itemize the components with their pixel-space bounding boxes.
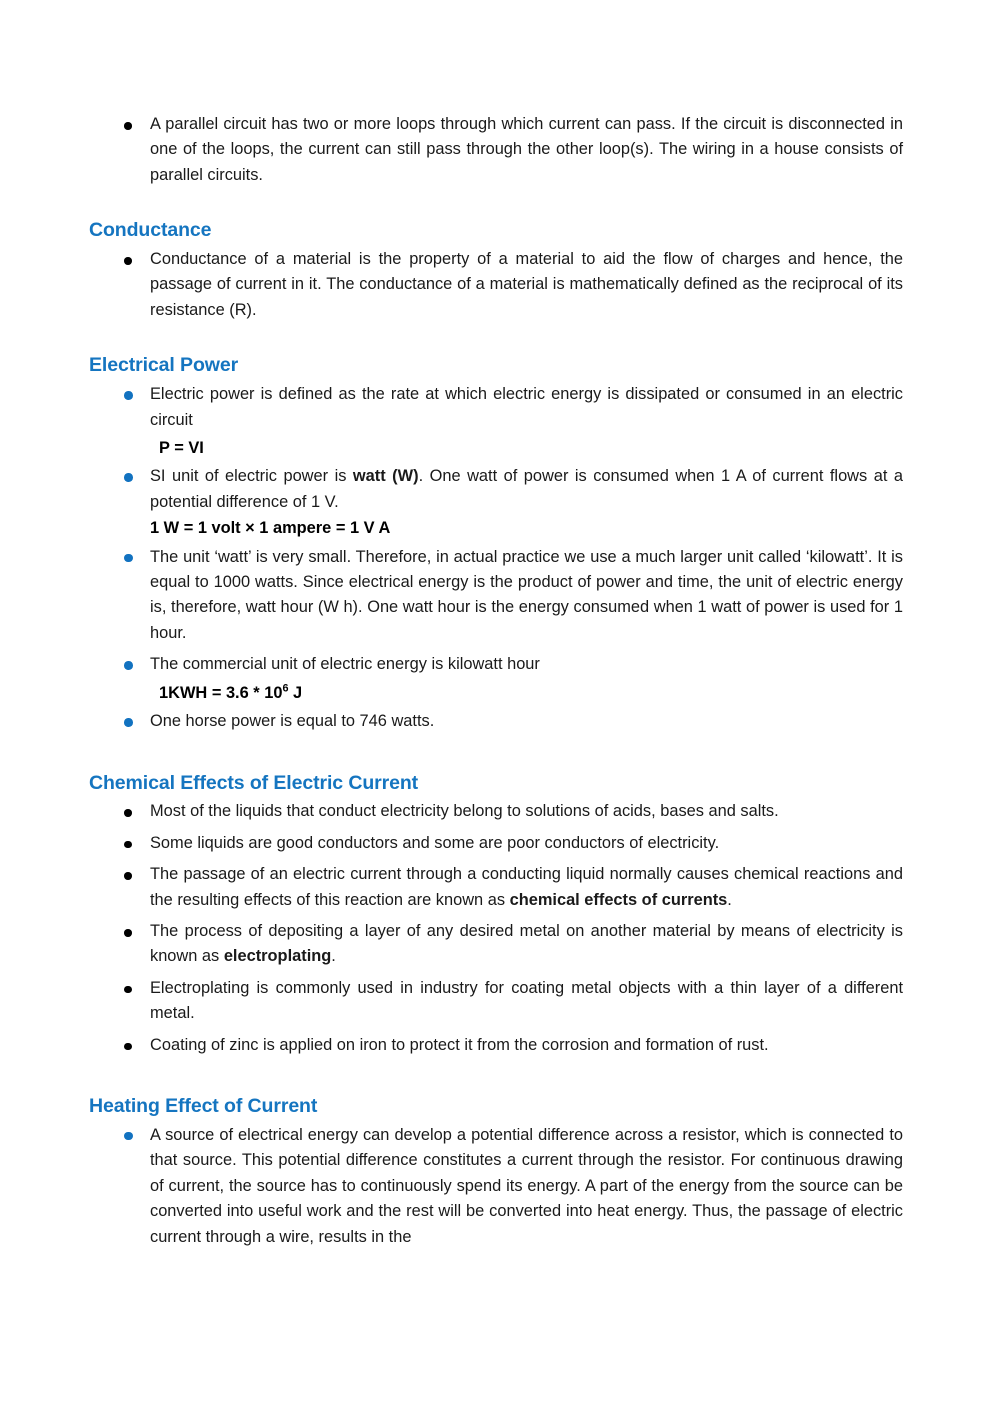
bullet-text-after: . [331, 947, 336, 966]
bold-term-chemical-effects: chemical effects of currents [509, 890, 728, 909]
list-item: The unit ‘watt’ is very small. Therefore, in actual practice we use a much larger unit called ‘kilowatt’. It is equal to 1000 watts. Since electrical energy is the product of power and time, the unit of electric energy is, therefore, watt hour (W h). One watt hour is the energy consumed when 1 watt of power is used for 1 hour. [89, 545, 903, 647]
heating-effect-bullet-list [89, 1123, 903, 1250]
bullet-text-after: . One watt of power is consumed when 1 A of current flows at a potential difference of 1 V. [150, 467, 903, 511]
electrical-power-bullet-list-part3 [89, 545, 903, 678]
bullet-text-before: The process of depositing a layer of any desired metal on another material by means of electricity is known as [150, 922, 903, 966]
formula-kwh-exponent: 6 [282, 682, 289, 695]
bullet-text-before: The passage of an electric current through a conducting liquid normally causes chemical reactions and the resulting effects of this reaction are known as [150, 865, 903, 909]
electrical-power-bullet-list-part4 [89, 709, 903, 734]
chemical-effects-bullet-list [89, 799, 903, 1058]
formula-kwh-suffix: J [288, 683, 303, 702]
formula-kwh [89, 681, 903, 706]
list-item: A parallel circuit has two or more loops through which current can pass. If the circuit is disconnected in one of the loops, the current can still pass through the other loop(s). The wiring in a house consists of parallel circuits. [89, 112, 903, 188]
list-item: Electric power is defined as the rate at which electric energy is dissipated or consumed in an electric circuit [89, 382, 903, 433]
bullet-text-before: SI unit of electric power is [150, 467, 353, 486]
bullet-text-after: . [727, 890, 732, 909]
section-heading-chemical-effects: Chemical Effects of Electric Current [89, 771, 419, 794]
list-item: Conductance of a material is the property of a material to aid the flow of charges and hence, the passage of current in it. The conductance of a material is mathematically defined as the reciprocal of its resistance (R). [89, 247, 903, 323]
list-item: Coating of zinc is applied on iron to protect it from the corrosion and formation of rust. [89, 1033, 903, 1058]
list-item [89, 464, 903, 515]
conductance-bullet-list [89, 247, 903, 323]
electrical-power-bullet-list-part2 [89, 464, 903, 515]
bold-term-watt: watt (W) [352, 467, 419, 486]
section-heading-heating-effect: Heating Effect of Current [89, 1095, 318, 1118]
electrical-power-bullet-list-part1 [89, 382, 903, 433]
document-content [89, 112, 903, 1250]
intro-bullet-list [89, 112, 903, 188]
formula-watt: 1 W = 1 volt × 1 ampere = 1 V A [150, 519, 391, 538]
list-item: Most of the liquids that conduct electricity belong to solutions of acids, bases and salts. [89, 799, 903, 824]
formula-power: P = VI [159, 438, 204, 457]
section-heading-electrical-power: Electrical Power [89, 354, 239, 377]
list-item: Electroplating is commonly used in industry for coating metal objects with a thin layer of a different metal. [89, 976, 903, 1027]
list-item: The commercial unit of electric energy is kilowatt hour [89, 652, 903, 677]
list-item: One horse power is equal to 746 watts. [89, 709, 903, 734]
list-item [89, 862, 903, 913]
section-heading-conductance: Conductance [89, 219, 212, 242]
formula-kwh-prefix: 1KWH = 3.6 * 10 [159, 683, 283, 702]
list-item: Some liquids are good conductors and some are poor conductors of electricity. [89, 831, 903, 856]
list-item [89, 919, 903, 970]
bold-term-electroplating: electroplating [223, 947, 332, 966]
list-item: A source of electrical energy can develop a potential difference across a resistor, which is connected to that source. This potential difference constitutes a current through the resistor. For continuous drawing of current, the source has to continuously spend its energy. A part of the energy from the source can be converted into useful work and the rest will be converted into heat energy. Thus, the passage of electric current through a wire, results in the [89, 1123, 903, 1250]
